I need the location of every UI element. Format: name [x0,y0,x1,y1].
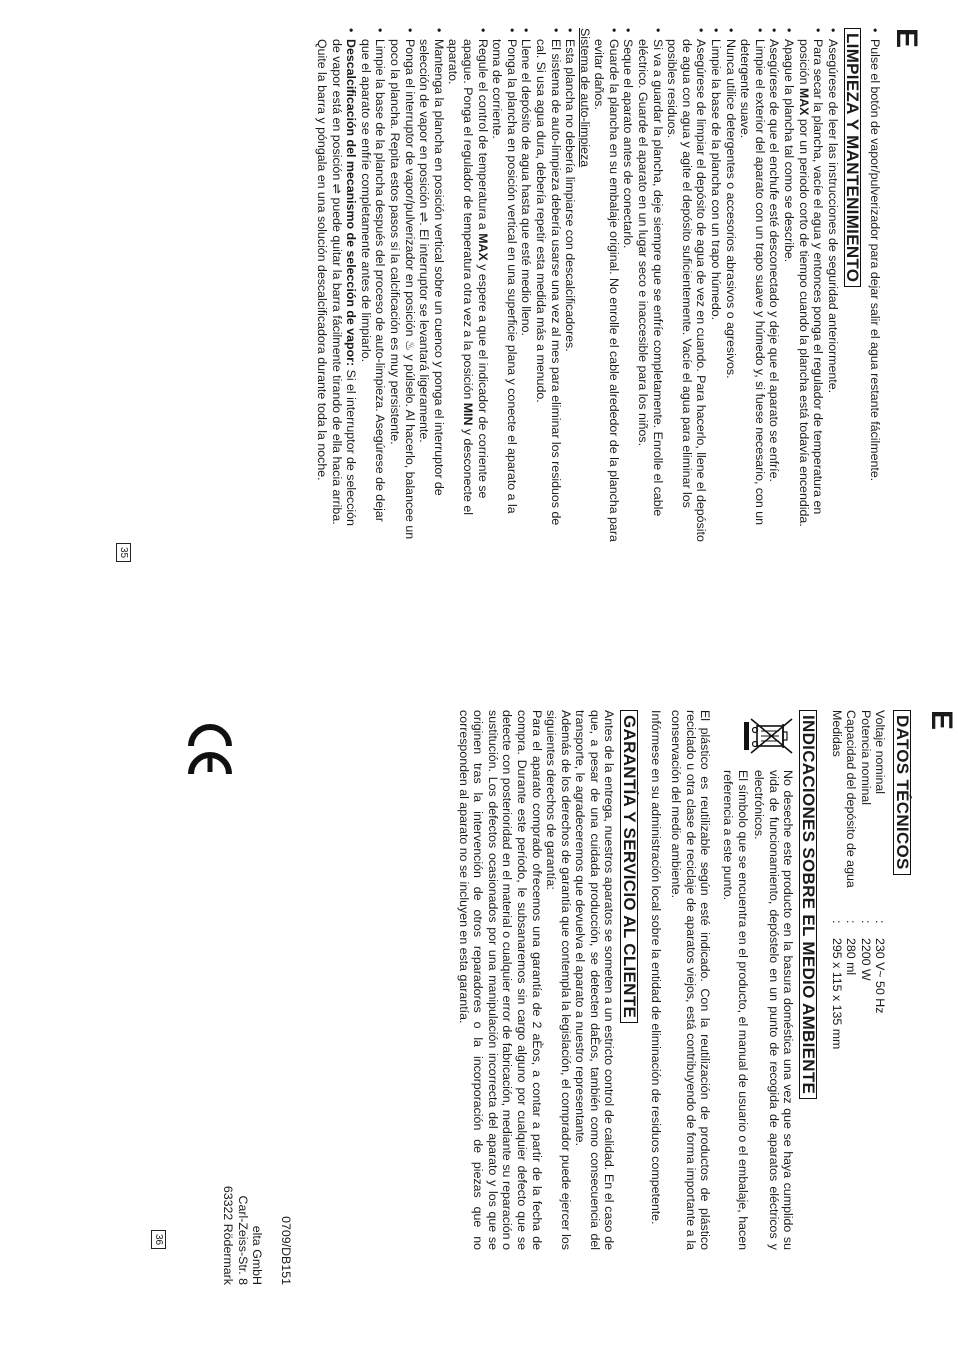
document-code: 0709/DB151 [279,1216,293,1285]
warranty-paragraph: Antes de la entrega, nuestros aparatos se someten a un estricto control de calidad. En el caso de que, a pesar de una cuidada producción, se detecten daÈos, también como consecuencia del transporte, le agradeceremos que devuelva el aparato a nuestro representante. [573,710,617,1250]
list-item: • Guarde la plancha en su embalaje original. No enrolle el cable alrededor de la plancha para evitar daños. [592,28,621,543]
list-item: • Para secar la plancha, vacíe el agua y entonces ponga el regulador de temperatura en posición MAX por un periodo corto de tiempo cuando la plancha está todavía encendida. [796,28,825,543]
spec-value: 230 V~ 50 Hz [873,938,888,1014]
cleaning-list [592,28,840,543]
list-item: • Ponga el interruptor de vapor/pulverizador en posición ♨ y púlselo. Al hacerlo, balancee un poco la plancha. Repita estos pasos si la calcificación es muy persistente. [387,28,416,543]
list-item: • Limpie la base de la plancha con un trapo húmedo. [708,28,723,543]
company-street: Carl-Zeiss-Str. 8 [235,1195,250,1285]
spec-sep: : [829,920,844,924]
list-item: • Limpie el exterior del aparato con un trapo suave y húmedo y, si fuese necesario, con un detergente suave. [738,28,767,543]
ce-mark-logo [180,720,235,780]
subheading-self-clean: Sistema de auto-limpieza [577,28,592,168]
self-clean-list [314,28,577,543]
warranty-paragraph: Además de los derechos de garantía que contempla la legislación, el comprador puede ejercer los siguientes derechos de garantía: [544,710,573,1250]
section-letter: E [890,28,923,49]
spec-label: Capacidad del depósito de agua [844,710,859,888]
list-item: • Nunca utilice detergentes o accesorios abrasivos o agresivos. [723,28,738,543]
warranty-paragraph: Para el aparato comprado ofrecemos una garantía de 2 aÈos, a contar a partir de la fecha de compra. Durante este período, le subsanaremos sin cargo alguno por cualquier defecto que se detecte con posterioridad en el material o cualquier error de fabricación, mediante su reparación o sustitución. Los defectos ocasionados por una manipulación incorrecta del aparato y los que se originen tras la intervención de otros reparadores o la incorporación de piezas que no corresponden al aparato no se incluyen en esta garantía. [456,710,544,1250]
list-item: • Regule el control de temperatura a MAX y espere a que el indicador de corriente se apague. Ponga el regulador de temperatura otra vez a la posición MIN y desconecte el aparato. [446,28,490,543]
company-name: elta GmbH [250,1225,265,1285]
list-item: • Esta plancha no debería limpiarse con descalcificadores. [563,28,578,543]
spec-value: 280 ml [844,938,859,976]
environment-paragraph: Infórmese en su administración local sobre la entidad de eliminación de residuos competente. [648,710,663,1225]
spec-label: Voltaje nominal [873,710,888,795]
list-item: • Ponga la plancha en posición vertical en una superficie plana y conecte el aparato a la toma de corriente. [490,28,519,543]
heading-environment: INDICACIONES SOBRE EL MEDIO AMBIENTE [799,710,817,1099]
list-item: • Asegúrese de leer las instrucciones de seguridad anteriormente. [825,28,840,543]
page-number: 35 [116,543,131,562]
intro-list [867,28,882,543]
spec-value: 2200 W [858,938,873,981]
spec-label: Potencia nominal [858,710,873,806]
spec-sep: : [873,920,888,924]
list-item: • El sistema de auto-limpieza debería usarse una vez al mes para eliminar los residuos de cal. Si usa agua dura, debería repetir esta medida más a menudo. [533,28,562,543]
list-item [314,28,358,543]
list-item: • Seque el aparato antes de conectarlo. [621,28,636,543]
heading-tech: DATOS TÉCNICOS [893,710,911,875]
spec-value: 295 x 115 x 135 mm [829,938,844,1050]
environment-paragraph: El símbolo que se encuentra en el producto, el manual de usuario o el embalaje, hacen referencia a este punto. [721,770,750,1250]
page-36-footer [145,710,958,1285]
heading-warranty: GARANTÍA Y SERVICIO AL CLIENTE [621,710,639,1023]
environment-paragraph: No deseche este producto en la basura doméstica una vez que se haya cumplido su vida de funcionamiento, depóstelo en un punto de recogida de aparatos eléctricos y electrónicos. [752,770,796,1250]
list-item: • Si va a guardar la plancha, deje siempre que se enfríe completamente. Enrolle el cable eléctrico. Guarde el aparato en un lugar seco e inaccesible para los niños. [636,28,665,543]
spec-label: Medidas [829,710,844,757]
descale-lead: Descalcificación del mecanismo de selección de vapor: [344,39,359,367]
list-item: • Asegúrese de limpiar el depósito de agua de vez en cuando. Para hacerlo, llene el depósito de agua con agua y agite el depósito suficientemente. Vacíe el agua para eliminar los posibles residuos. [665,28,709,543]
section-letter: E [925,710,958,731]
heading-cleaning: LIMPIEZA Y MANTENIMIENTO [844,28,862,287]
spec-sep: : [844,920,859,924]
descale-text: Si el interruptor de selección de vapor está en posición ⇌ puede quitar la barra fácilmente tirando de ella hacia arriba. Quite la barra y póngala en una solución descalcificadora durante toda la noche. [315,39,359,526]
environment-paragraph: El plástico es reutilizable según esté indicado. Con la reutilización de productos de plástico reciclado u otra clase de reciclaje de aparatos viejos, está contribuyendo de forma importante a la conservación del medio ambiente. [669,710,713,1250]
list-item: • Limpie la base de la plancha después del proceso de auto-limpieza. Asegúrese de dejar que el aparato se enfríe completamente antes de limpiarlo. [358,28,387,543]
list-item: • Asegúrese de que el enchufe esté desconectado y deje que el aparato se enfríe. [767,28,782,543]
list-item: • Mantenga la plancha en posición vertical sobre un cuenco y ponga el interruptor de selección de vapor en posición ⇌. El interruptor se levantará ligeramente. [417,28,446,543]
company-city: 63322 Rödermark [221,1185,236,1285]
list-item: • Apague la plancha tal como se describe. [781,28,796,543]
manufacturer-address [221,1165,293,1285]
list-item: • Pulse el botón de vapor/pulverizador para dejar salir el agua restante fácilmente. [867,28,882,543]
page-number: 36 [151,1230,166,1249]
spec-sep: : [858,920,873,924]
column-cleaning [314,28,882,543]
list-item: • Llene el depósito de agua hasta que esté medio lleno. [519,28,534,543]
